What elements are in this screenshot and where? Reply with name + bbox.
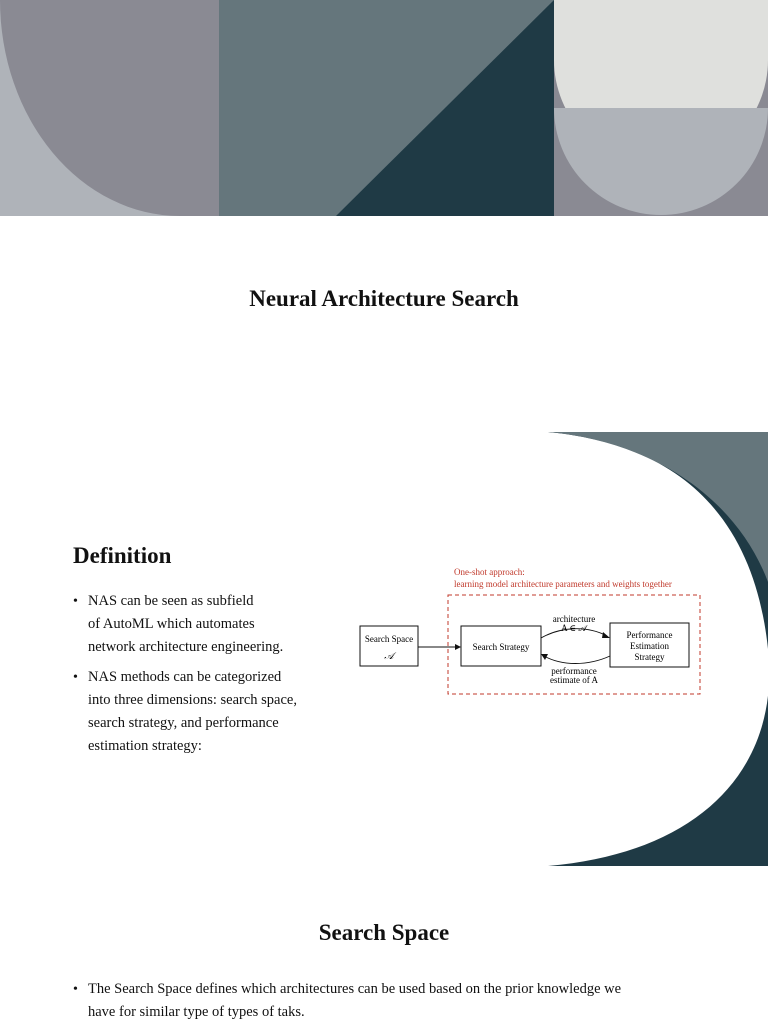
oneshot-description: learning model architecture parameters and weights together: [454, 579, 672, 589]
bullet-line: NAS can be seen as subfield: [88, 593, 254, 609]
search-strategy-label: Search Strategy: [472, 642, 530, 652]
oneshot-title: One-shot approach:: [454, 567, 525, 577]
nas-diagram: [352, 558, 722, 714]
architecture-label: architecture: [552, 614, 596, 624]
performance-label-line3: Strategy: [634, 652, 665, 662]
slide-title: Neural Architecture Search: [249, 286, 519, 311]
geometric-pattern: [0, 0, 768, 216]
search-space-label: Search Space: [364, 634, 414, 644]
bullet-line: of AutoML which automates: [88, 616, 255, 632]
section-heading-search-space: Search Space: [318, 920, 450, 945]
bullet-dot-icon: •: [73, 670, 78, 685]
bullet-item: [73, 978, 713, 1024]
bullet-line: into three dimensions: search space,: [88, 692, 297, 708]
bullet-item: [73, 666, 343, 758]
architecture-symbol: A ∈ 𝒜: [561, 623, 587, 633]
header-decoration: [0, 0, 768, 216]
bullet-line: NAS methods can be categorized: [88, 669, 282, 685]
performance-estimate-symbol: estimate of A: [550, 675, 598, 685]
bullet-dot-icon: •: [73, 594, 78, 609]
performance-label-line1: Performance: [626, 630, 673, 640]
section-heading-definition: Definition: [73, 543, 172, 568]
search-space-bullet-list: [73, 978, 713, 1024]
bullet-line: The Search Space defines which architectures can be used based on the prior knowledge we: [88, 981, 622, 997]
bullet-item: [73, 590, 343, 659]
performance-label-line2: Estimation: [630, 641, 669, 651]
definition-bullet-list: [73, 590, 343, 758]
bullet-line: have for similar type of types of taks.: [88, 1004, 305, 1020]
search-space-symbol: 𝒜: [384, 651, 394, 662]
performance-estimate-label: performance: [551, 666, 597, 676]
bullet-line: search strategy, and performance: [88, 715, 279, 731]
bullet-dot-icon: •: [73, 982, 78, 997]
bullet-line: network architecture engineering.: [88, 639, 284, 655]
bullet-line: estimation strategy:: [88, 738, 202, 754]
